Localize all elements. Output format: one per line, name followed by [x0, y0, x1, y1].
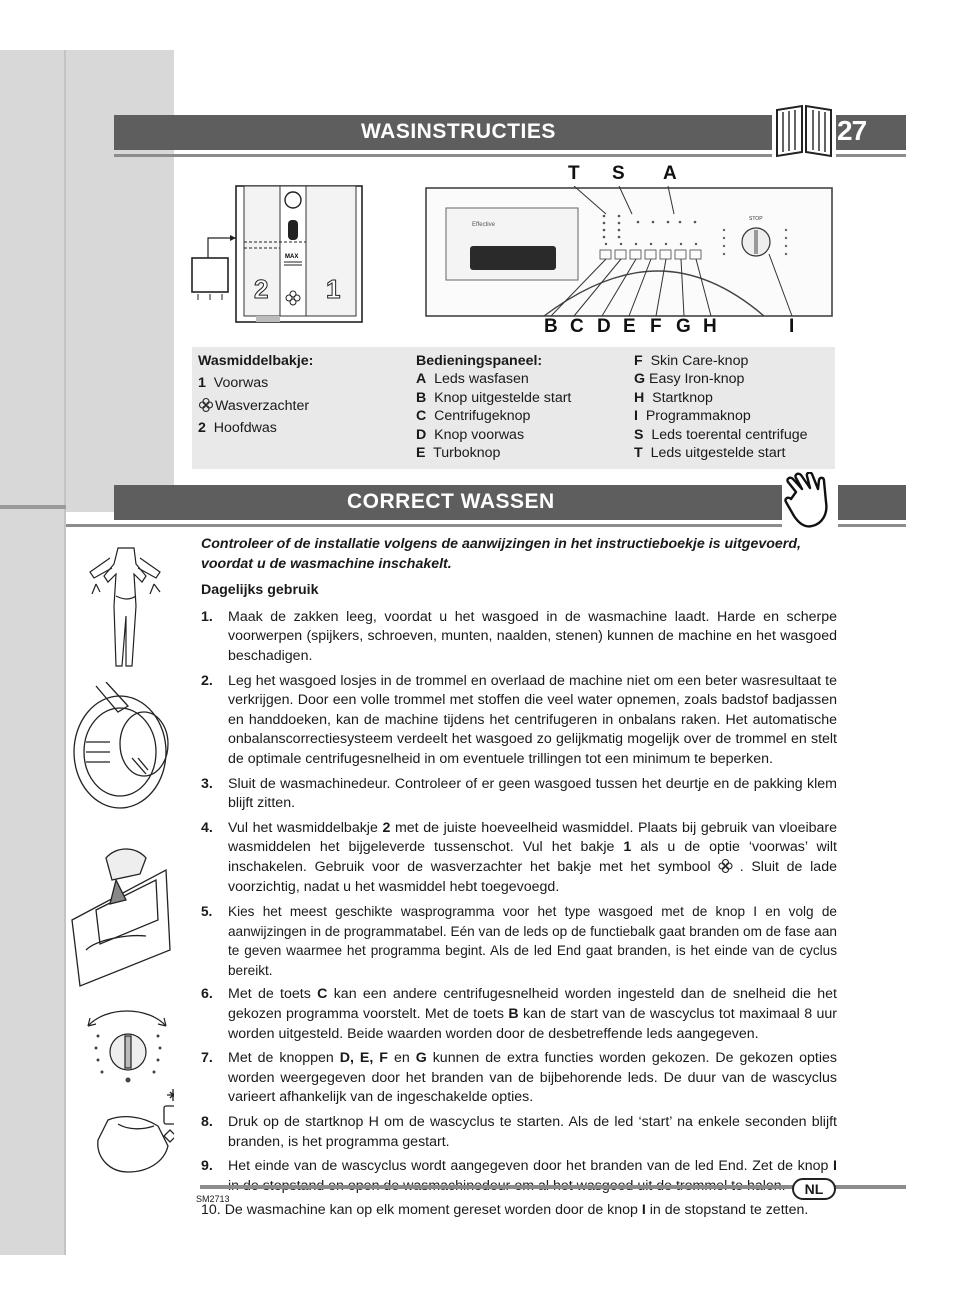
drum-loading-illustration	[66, 682, 174, 818]
legend-item: C Centrifugeknop	[416, 408, 531, 425]
legend-item: D Knop voorwas	[416, 426, 525, 443]
step-6: 6. Met de toets C kan een andere centrifugesnelheid worden ingesteld dan de snelheid die het gekozen programma voorstelt. Met de toets B kan de start van de wascyclus tot maximaal 8 uur worden uitgesteld. Beide waarden worden door de desbetreffende leds aangegeven.	[201, 986, 838, 1042]
strip-marker	[0, 505, 66, 509]
step-2: 2. Leg het wasgoed losjes in de trommel en overlaad de machine niet om een beter wasresultaat te verkrijgen. Door een volle trommel met stoffen die veel water opnemen, zoals badstof badjassen en handdoeken, kan de machine tijdens het centrifugeren in onbalans raken. Het automatische onbalanscorrectiesysteem verdeelt het wasgoed zo gelijkmatig mogelijk over de trommel en stelt de optimale centrifugesnelheid in om eventuele trillingen tot een minimum te beperken.	[201, 672, 837, 767]
detergent-drawer-illustration	[66, 840, 174, 990]
legend-drawer	[198, 352, 313, 438]
language-badge: NL	[792, 1178, 836, 1200]
panel-letter-d: D	[597, 316, 611, 337]
flower-softener-icon	[198, 397, 214, 413]
panel-letter-c: C	[570, 316, 584, 337]
open-book-icon	[772, 102, 836, 158]
legend-panel-continued	[634, 352, 808, 462]
overall-emptying-pockets-illustration	[80, 536, 172, 670]
legend-item: T Leds uitgestelde start	[634, 445, 786, 462]
start-button-press-illustration	[88, 1086, 174, 1178]
step-9: 9. Het einde van de wascyclus wordt aangegeven door het branden van de led End. Zet de knop I	[201, 1158, 837, 1175]
legend-item: G Easy Iron-knop	[634, 371, 745, 388]
legend-item: A Leds wasfasen	[416, 371, 529, 388]
flower-softener-icon	[717, 858, 734, 874]
panel-letter-g: G	[676, 316, 691, 337]
panel-letter-b: B	[544, 316, 558, 337]
brand-label: Effective	[472, 222, 495, 228]
step-4: 4. Vul het wasmiddelbakje 2 met de juiste hoeveelheid wasmiddel. Plaats bij gebruik van vloeibare wasmiddelen het bijgeleverde tussenschot. Vul het bakje 1 als u de optie ‘voorwas’ wilt inschakelen. Gebruik voor de wasverzachter het bakje met het symbool . Sluit de lade voorzichtig, nadat u het wasmiddel hebt toegevoegd.	[201, 819, 838, 895]
step-7: 7. Met de knoppen D, E, F en G kunnen de extra functies worden gekozen. De gekozen opties worden weergegeven door het branden van de bijbehorende leds. De duur van de wascyclus varieert afhankelijk van de ingeschakelde opties.	[201, 1050, 837, 1106]
panel-letter-e: E	[623, 316, 636, 337]
intro-text: Controleer of de installatie volgens de aanwijzingen in het instructieboekje is uitgevoerd, voordat u de wasmachine inschakelt.	[201, 536, 801, 572]
legend-item: 2 Hoofdwas	[198, 420, 277, 437]
page-number: 27	[837, 115, 867, 146]
instructions	[201, 535, 837, 1221]
legend-panel	[416, 352, 571, 462]
panel-letter-t: T	[568, 163, 580, 184]
legend-heading-panel: Bedieningspaneel:	[416, 353, 543, 369]
stop-label: STOP	[749, 216, 763, 222]
legend-heading-drawer: Wasmiddelbakje:	[198, 353, 314, 369]
panel-letter-i: I	[789, 316, 795, 337]
detergent-drawer-diagram	[186, 178, 386, 330]
step-8: 8. Druk op de startknop H om de wascyclus te starten. Als de led ‘start’ na enkele seconden blijft branden, is het programma gestart.	[201, 1114, 837, 1150]
panel-letter-h: H	[703, 316, 717, 337]
legend-box	[192, 347, 835, 469]
panel-letter-a: A	[663, 163, 677, 184]
control-panel-diagram	[424, 186, 834, 318]
legend-item: Wasverzachter	[198, 397, 313, 415]
section-title-wash: WASINSTRUCTIES	[361, 120, 556, 143]
legend-item: 1 Voorwas	[198, 375, 269, 392]
section-title-correct: CORRECT WASSEN	[347, 490, 555, 513]
document-code: SM2713	[196, 1194, 230, 1204]
legend-item: E Turboknop	[416, 445, 501, 462]
compartment-1-label: 1	[326, 274, 341, 304]
legend-item: B Knop uitgestelde start	[416, 389, 572, 406]
legend-item: F Skin Care-knop	[634, 353, 749, 369]
step-3: 3. Sluit de wasmachinedeur. Controleer of er geen wasgoed tussen het deurtje en de pakking klem blijft zitten.	[201, 775, 837, 812]
panel-letter-f: F	[650, 316, 662, 337]
daily-use-heading: Dagelijks gebruik	[201, 582, 319, 599]
step-10: 10. De wasmachine kan op elk moment gereset worden door de knop I in de stopstand te zetten.	[201, 1202, 809, 1219]
hand-icon	[782, 472, 838, 530]
section-rule	[66, 524, 906, 527]
legend-item: H Startknop	[634, 389, 713, 406]
max-label: MAX	[285, 254, 299, 260]
step-5: 5. Kies het meest geschikte wasprogramma voor het type wasgoed met de knop I en volg de aanwijzingen in de programmatabel. Eén van de leds op de functiebalk gaat branden om de fase aan te geven waarmee het programma begint. Als de led End gaat branden, is het einde van de cyclus bereikt.	[201, 904, 837, 978]
legend-item: I Programmaknop	[634, 408, 751, 425]
legend-item: S Leds toerental centrifuge	[634, 426, 808, 443]
program-knob-illustration	[80, 1000, 174, 1086]
panel-letter-s: S	[612, 163, 625, 184]
step-1: 1. Maak de zakken leeg, voordat u het wasgoed in de wasmachine laadt. Harde en scherpe voorwerpen (spijkers, schroeven, munten, naalden, stenen) kunnen de machine en het wasgoed beschadigen.	[201, 608, 837, 664]
compartment-2-label: 2	[254, 274, 269, 304]
